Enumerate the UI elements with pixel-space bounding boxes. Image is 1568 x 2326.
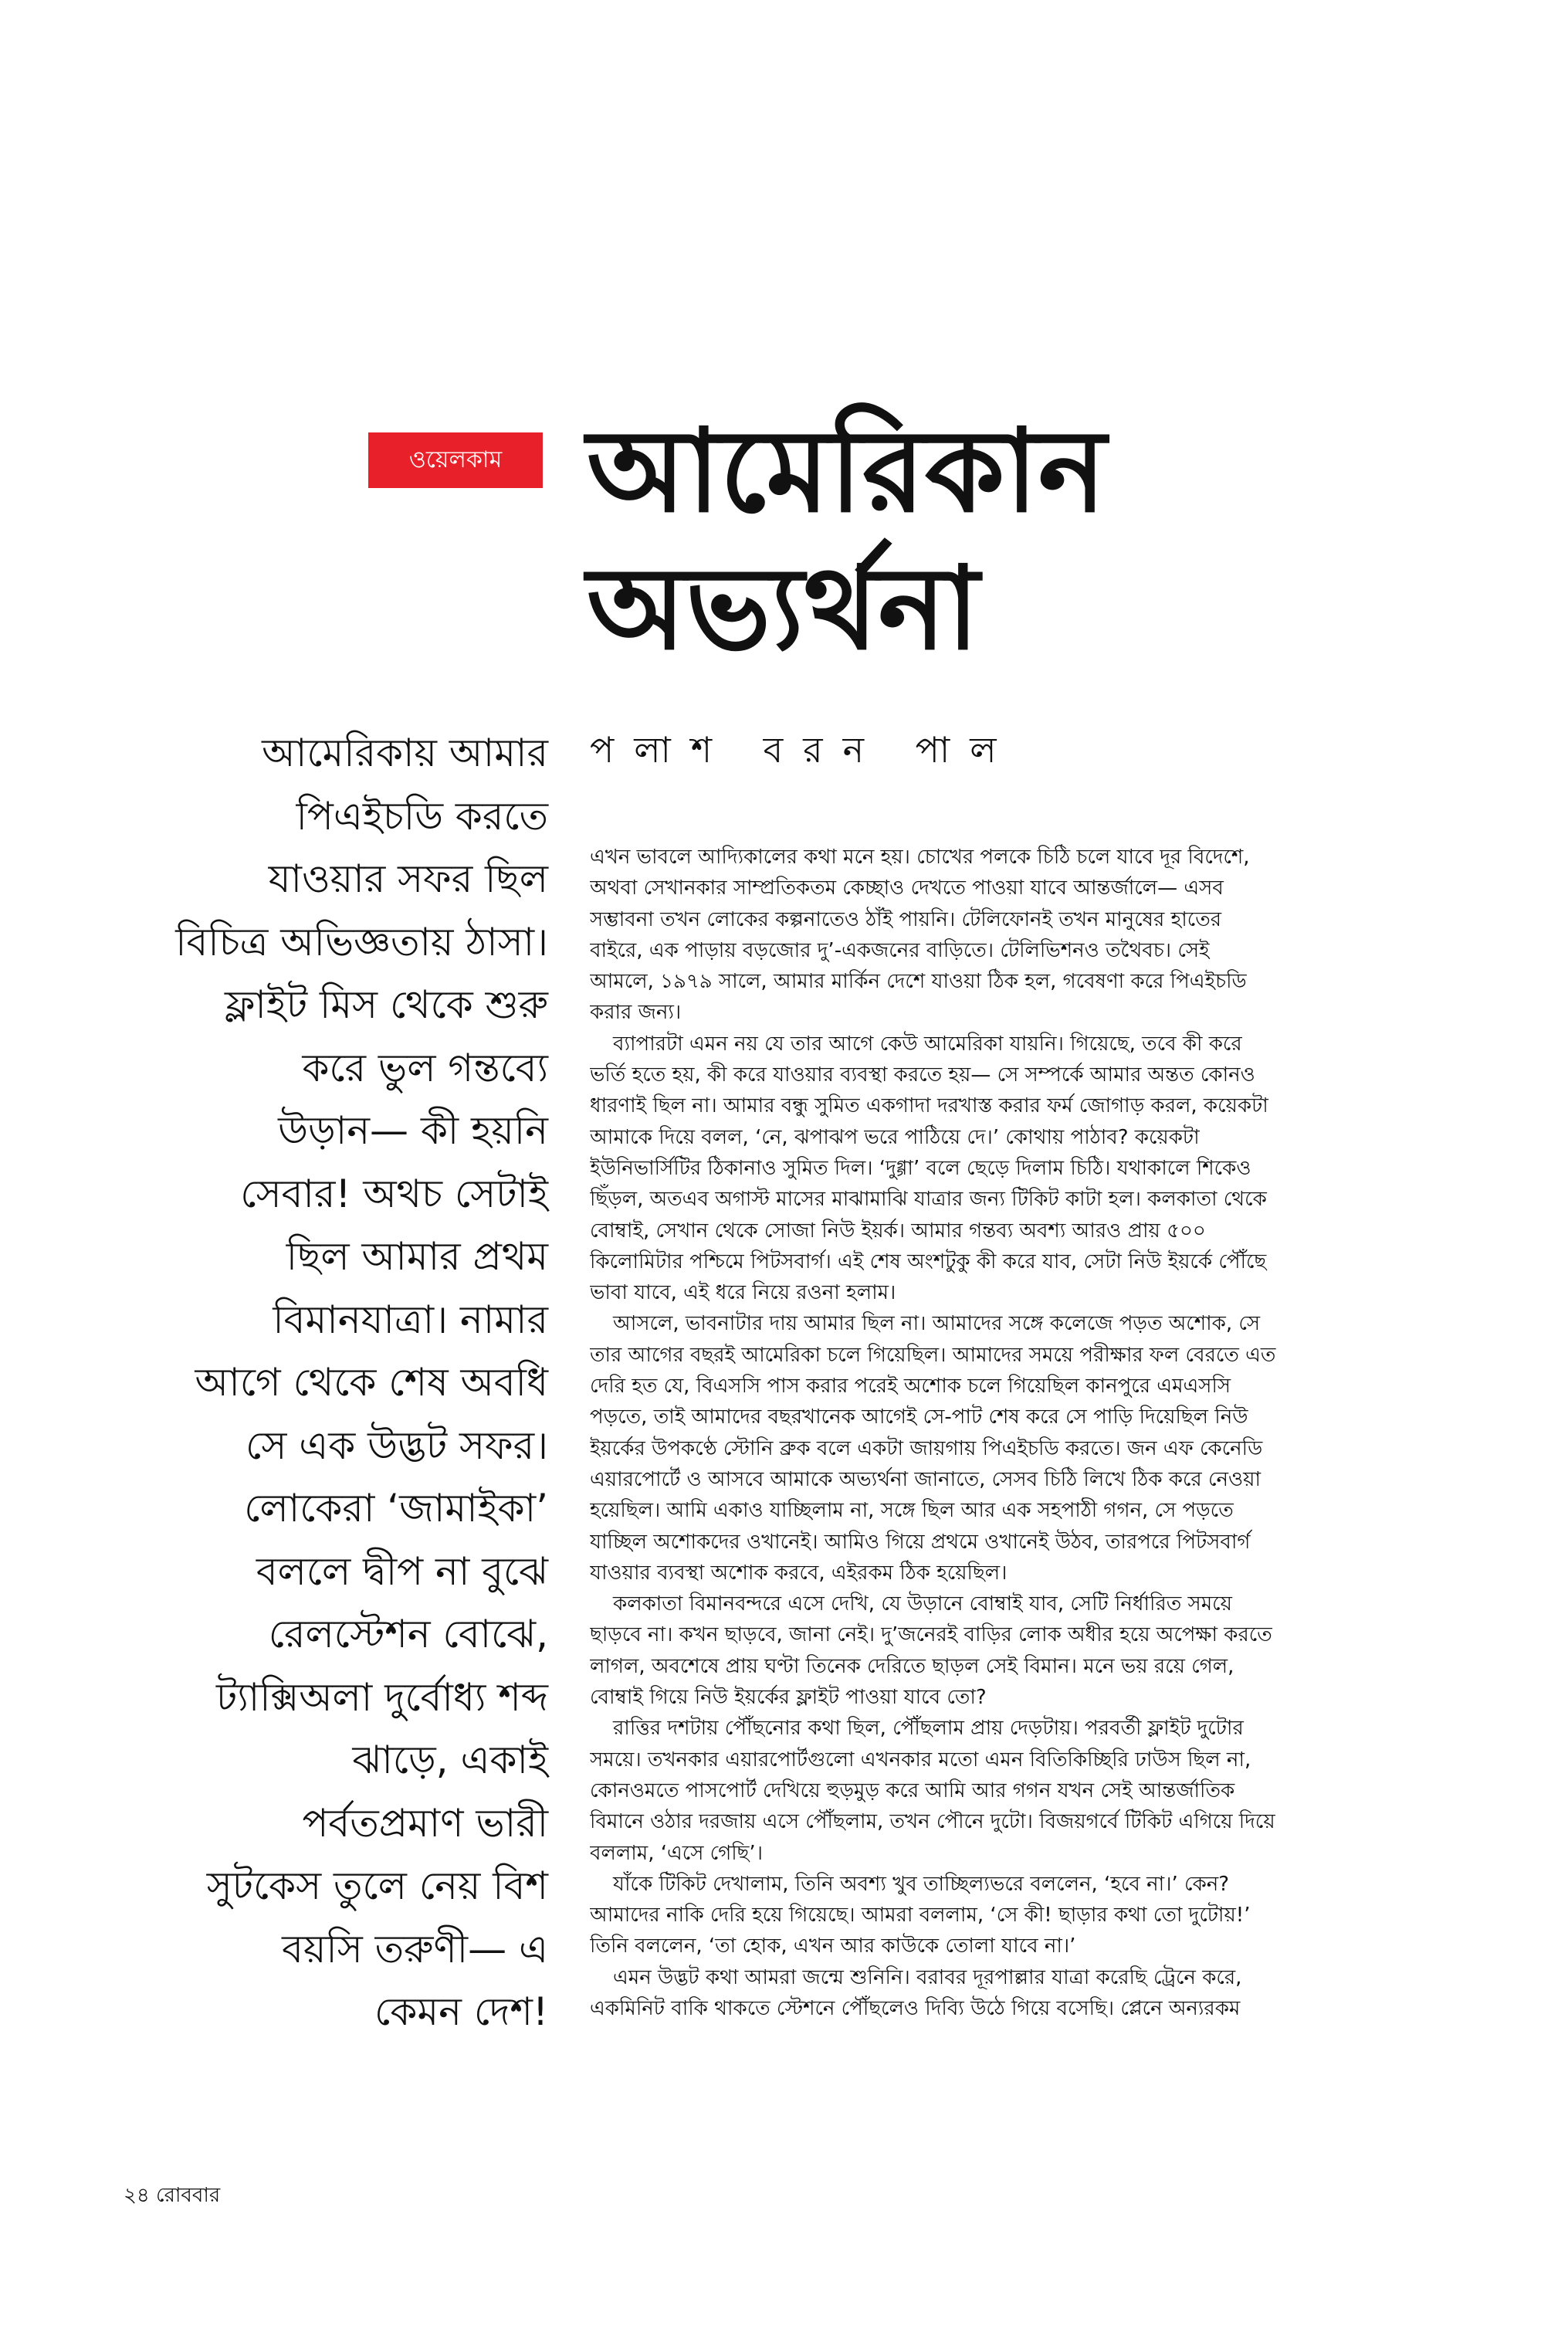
body-line: এয়ারপোর্টে ও আসবে আমাকে অভ্যর্থনা জানাতে, সেসব চিঠি লিখে ঠিক করে নেওয়া (590, 1467, 1262, 1491)
body-line: বোম্বাই গিয়ে নিউ ইয়র্কের ফ্লাইট পাওয়া যাবে তো? (590, 1686, 987, 1710)
body-paragraph (590, 1308, 1435, 1589)
pull-quote-line: ঝাড়ে, একাই (352, 1738, 548, 1782)
author-byline: পলাশ বরন পাল (590, 729, 1017, 771)
pull-quote-line: আগে থেকে শেষ অবধি (195, 1360, 548, 1405)
pull-quote-line: বললে দ্বীপ না বুঝে (256, 1548, 548, 1594)
body-line: সময়ে। তখনকার এয়ারপোর্টগুলো এখনকার মতো এমন বিতিকিচ্ছিরি ঢাউস ছিল না, (590, 1748, 1251, 1772)
body-line: তার আগের বছরই আমেরিকা চলে গিয়েছিল। আমাদের সময়ে পরীক্ষার ফল বেরতে এত (590, 1343, 1276, 1367)
pull-quote-line: সেবার! অথচ সেটাই (240, 1171, 548, 1216)
body-line: রাত্তির দশটায় পৌঁছনোর কথা ছিল, পৌঁছলাম প্রায় দেড়টায়। পরবর্তী ফ্লাইট দুটোর (613, 1717, 1244, 1741)
pull-quote-line: যাওয়ার সফর ছিল (268, 856, 548, 901)
pull-quote-line: সে এক উদ্ভট সফর। (246, 1422, 548, 1468)
pull-quote-line: ফ্লাইট মিস থেকে শুরু (224, 982, 548, 1027)
body-line: যাঁকে টিকিট দেখালাম, তিনি অবশ্য খুব তাচ্ছিল্যভরে বললেন, ‘হবে না।’ কেন? (613, 1872, 1230, 1896)
body-line: করার জন্য। (590, 1001, 682, 1025)
body-line: বললাম, ‘এসে গেছি’। (590, 1841, 763, 1865)
body-line: একমিনিট বাকি থাকতে স্টেশনে পৌঁছলেও দিব্যি উঠে গিয়ে বসেছি। প্লেনে অন্যরকম (590, 1996, 1241, 2020)
pull-quote-line: পর্বতপ্রমাণ ভারী (302, 1800, 548, 1846)
body-line: হয়েছিল। আমি একাও যাচ্ছিলাম না, সঙ্গে ছিল আর এক সহপাঠী গগন, সে পড়তে (590, 1499, 1234, 1523)
body-line: কিলোমিটার পশ্চিমে পিটসবার্গ। এই শেষ অংশটুকু কী করে যাব, সেটা নিউ ইয়র্কে পৌঁছে (590, 1249, 1267, 1273)
section-tag: ওয়েলকাম (368, 432, 543, 488)
body-line: কোনওমতে পাসপোর্ট দেখিয়ে হুড়মুড় করে আমি আর গগন যখন সেই আন্তর্জাতিক (590, 1778, 1235, 1802)
pull-quote-line: বয়সি তরুণী— এ (282, 1926, 548, 1972)
article-body (590, 842, 1435, 2024)
body-paragraph (590, 1869, 1435, 1962)
pull-quote-line: উড়ান— কী হয়নি (278, 1108, 548, 1153)
pull-quote-line: বিমানযাত্রা। নামার (273, 1297, 548, 1342)
body-line: ছাড়বে না। কখন ছাড়বে, জানা নেই। দু’জনেরই বাড়ির লোক অধীর হয়ে অপেক্ষা করতে (590, 1623, 1272, 1647)
body-line: যাওয়ার ব্যবস্থা অশোক করবে, এইরকম ঠিক হয়েছিল। (590, 1561, 1008, 1585)
body-line: ইউনিভার্সিটির ঠিকানাও সুমিত দিল। ‘দুগ্গা’ বলে ছেড়ে দিলাম চিঠি। যথাকালে শিকেও (590, 1156, 1251, 1180)
body-line: আমলে, ১৯৭৯ সালে, আমার মার্কিন দেশে যাওয়া ঠিক হল, গবেষণা করে পিএইচডি (590, 970, 1247, 994)
body-line: কলকাতা বিমানবন্দরে এসে দেখি, যে উড়ানে বোম্বাই যাব, সেটি নির্ধারিত সময়ে (613, 1592, 1232, 1616)
body-line: বাইরে, এক পাড়ায় বড়জোর দু’-একজনের বাড়িতে। টেলিভিশনও তথৈবচ। সেই (590, 938, 1210, 962)
pull-quote-line: বিচিত্র অভিজ্ঞতায় ঠাসা। (175, 919, 548, 965)
body-line: ব্যাপারটা এমন নয় যে তার আগে কেউ আমেরিকা যায়নি। গিয়েছে, তবে কী করে (613, 1032, 1242, 1056)
body-paragraph (590, 1589, 1435, 1713)
pull-quote-line: সুটকেস তুলে নেয় বিশ (206, 1863, 548, 1908)
title-line: আমেরিকান (587, 403, 1106, 537)
body-paragraph (590, 842, 1435, 1029)
page-folio: ২৪ রোববার (124, 2184, 221, 2207)
pull-quote-line: রেলস্টেশন বোঝে, (268, 1612, 548, 1656)
body-line: ধারণাই ছিল না। আমার বন্ধু সুমিত একগাদা দরখাস্ত করার ফর্ম জোগাড় করল, কয়েকটা (590, 1094, 1268, 1118)
pull-quote-line: করে ভুল গন্তব্যে (302, 1045, 548, 1090)
body-line: আমাকে দিয়ে বলল, ‘নে, ঝপাঝপ ভরে পাঠিয়ে দে।’ কোথায় পাঠাব? কয়েকটা (590, 1125, 1200, 1149)
body-line: এমন উদ্ভট কথা আমরা জন্মে শুনিনি। বরাবর দূরপাল্লার যাত্রা করেছি ট্রেনে করে, (613, 1965, 1242, 1989)
body-line: লাগল, অবশেষে প্রায় ঘণ্টা তিনেক দেরিতে ছাড়ল সেই বিমান। মনে ভয় রয়ে গেল, (590, 1654, 1234, 1678)
body-paragraph (590, 1713, 1435, 1868)
pull-quote-line: লোকেরা ‘জামাইকা’ (244, 1486, 548, 1531)
pull-quote-line: ছিল আমার প্রথম (286, 1234, 548, 1279)
pull-quote-line: পিএইচডি করতে (296, 793, 548, 839)
body-line: ভাবা যাবে, এই ধরে নিয়ে রওনা হলাম। (590, 1281, 896, 1305)
body-line: বোম্বাই, সেখান থেকে সোজা নিউ ইয়র্ক। আমার গন্তব্য অবশ্য আরও প্রায় ৫০০ (590, 1219, 1206, 1243)
body-line: ছিঁড়ল, অতএব অগাস্ট মাসের মাঝামাঝি যাত্রার জন্য টিকিট কাটা হল। কলকাতা থেকে (590, 1188, 1267, 1212)
title-line: অভ্যর্থনা (587, 541, 980, 675)
body-line: সম্ভাবনা তখন লোকের কল্পনাতেও ঠাঁই পায়নি। টেলিফোনই তখন মানুষের হাতের (590, 907, 1222, 931)
body-paragraph (590, 1029, 1435, 1309)
body-line: দেরি হত যে, বিএসসি পাস করার পরেই অশোক চলে গিয়েছিল কানপুরে এমএসসি (590, 1375, 1231, 1399)
pull-quote-line: কেমন দেশ! (374, 1989, 548, 2034)
body-line: এখন ভাবলে আদ্যিকালের কথা মনে হয়। চোখের পলকে চিঠি চলে যাবে দূর বিদেশে, (590, 846, 1250, 869)
pull-quote-line: ট্যাক্সিঅলা দুর্বোধ্য শব্দ (215, 1674, 548, 1720)
body-line: অথবা সেখানকার সাম্প্রতিকতম কেচ্ছাও দেখতে পাওয়া যাবে আন্তর্জালে— এসব (590, 876, 1224, 900)
body-line: আমাদের নাকি দেরি হয়ে গিয়েছে। আমরা বললাম, ‘সে কী! ছাড়ার কথা তো দুটোয়!’ (590, 1904, 1251, 1928)
body-line: ভর্তি হতে হয়, কী করে যাওয়ার ব্যবস্থা করতে হয়— সে সম্পর্কে আমার অন্তত কোনও (590, 1063, 1255, 1087)
article-title (587, 402, 1475, 676)
body-line: তিনি বললেন, ‘তা হোক, এখন আর কাউকে তোলা যাবে না।’ (590, 1934, 1076, 1958)
body-line: আসলে, ভাবনাটার দায় আমার ছিল না। আমাদের সঙ্গে কলেজে পড়ত অশোক, সে (613, 1312, 1261, 1336)
body-line: পড়তে, তাই আমাদের বছরখানেক আগেই সে-পাট শেষ করে সে পাড়ি দিয়েছিল নিউ (590, 1405, 1248, 1429)
body-line: বিমানে ওঠার দরজায় এসে পৌঁছলাম, তখন পৌনে দুটো। বিজয়গর্বে টিকিট এগিয়ে দিয়ে (590, 1810, 1275, 1834)
pull-quote-line: আমেরিকায় আমার (262, 731, 548, 775)
body-paragraph (590, 1962, 1435, 2025)
body-line: ইয়র্কের উপকণ্ঠে স্টোনি ব্রুক বলে একটা জায়গায় পিএইচডি করতে। জন এফ কেনেডি (590, 1436, 1263, 1460)
body-line: যাচ্ছিল অশোকদের ওখানেই। আমিও গিয়ে প্রথমে ওখানেই উঠব, তারপরে পিটসবার্গ (590, 1530, 1251, 1554)
pull-quote (116, 722, 548, 2044)
